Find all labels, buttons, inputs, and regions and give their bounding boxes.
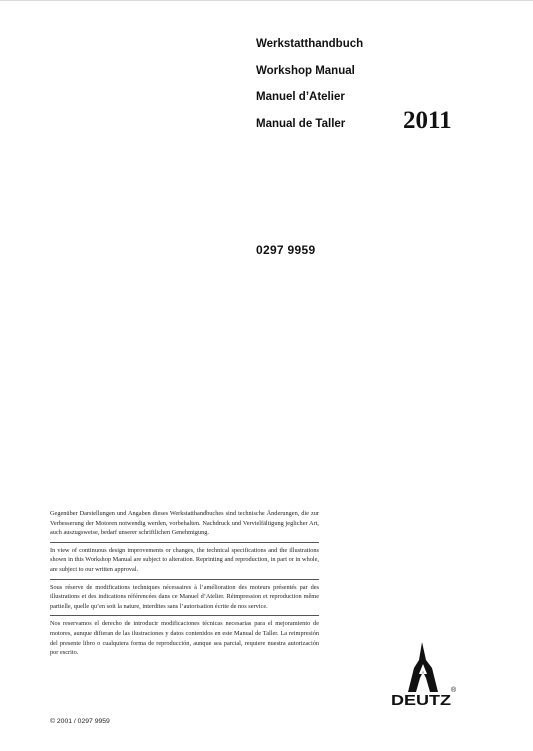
deutz-logo-icon (388, 640, 460, 708)
logo-wordmark: DEUTZ (391, 693, 452, 708)
title-english: Workshop Manual (256, 64, 355, 77)
title-french: Manuel d’Atelier (256, 91, 345, 103)
disclaimer-english: In view of continuous design improvements or changes, the technical specifications and the illustrations shown in this Workshop Manual are subject to alteration. Reprinting and reproduction, in part or in whole, are subject to our written approval. (50, 546, 319, 573)
title-spanish: Manual de Taller (256, 117, 346, 130)
disclaimers (50, 509, 319, 662)
disclaimer-french: Sous réserve de modifications techniques nécessaires à l’amélioration des moteurs présentés par des illustrations et des indications référencées dans ce Manuel d’Atelier. Réimpression et reproduction même partielle, quelle qu’en soit la nature, interdites sans l’autorisation écrite de nos service. (50, 583, 319, 610)
disclaimer-german: Gegenüber Darstellungen und Angaben dieses Werkstatthandbuches sind technische Änderungen, die zur Verbesserung der Motoren notwendig werden, vorbehalten. Nachdruck und Vervielfältigung jeglicher Art, auch auszugsweise, bedarf unserer schriftlichen Genehmigung. (50, 510, 319, 537)
engine-series: 2011 (403, 107, 452, 134)
disclaimer-spanish: Nos reservamos el derecho de introducir modificaciones técnicas necesarias para el mejoramiento de motores, aunque difieran de las ilustraciones y datos contenidos en este Manual de Taller. La reimpresión del presente libro o cualquiera forma de reproducción, aunque sea parcial, requiere nuestra autorización por escrito. (50, 620, 319, 657)
title-german: Werkstatthandbuch (256, 38, 364, 50)
top-rule (0, 0, 533, 1)
manual-titles (256, 36, 363, 142)
copyright: © 2001 / 0297 9959 (50, 718, 110, 725)
registered-mark: ® (451, 687, 457, 694)
part-number: 0297 9959 (256, 243, 316, 257)
